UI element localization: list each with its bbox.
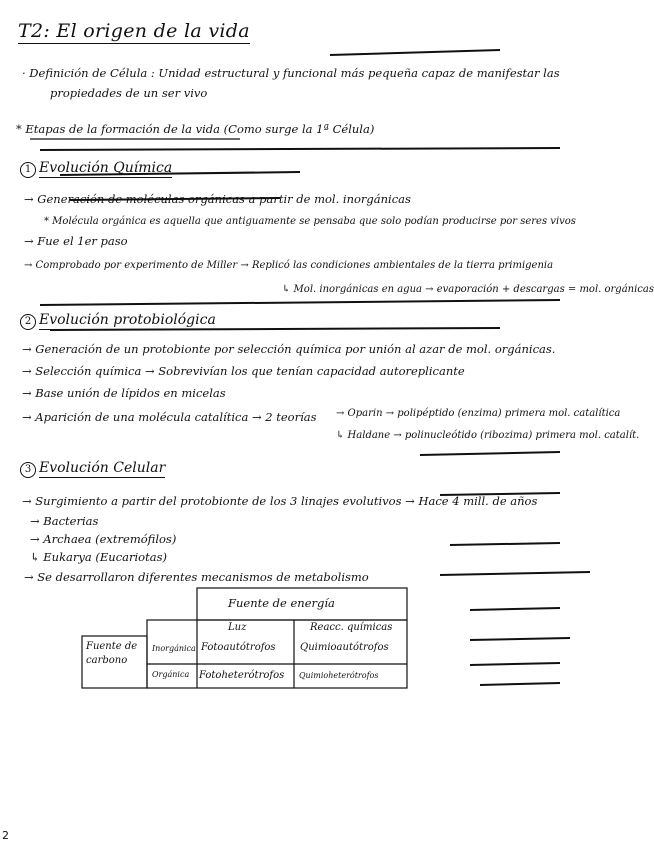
s3-lineage-1: → Bacterias [30, 514, 99, 528]
s2-bullet-3: → Base unión de lípidos en micelas [22, 386, 226, 400]
s2-bullet-2: → Selección química → Sobrevivían los que tenían capacidad autoreplicante [22, 364, 465, 378]
definition-line-2: propiedades de un ser vivo [50, 86, 208, 100]
definition-line-1: · Definición de Célula : Unidad estructural y funcional más pequeña capaz de manifestar las [22, 66, 560, 80]
table-cell-chemoautotrophs: Quimioautótrofos [300, 642, 389, 653]
section-3-title: Evolución Celular [39, 460, 166, 476]
s2-haldane: ↳ Haldane → polinucleótido (ribozima) primera mol. catalít. [336, 430, 640, 441]
s2-bullet-4: → Aparición de una molécula catalítica → 2 teorías [22, 410, 317, 424]
s3-bullet-2: → Se desarrollaron diferentes mecanismos de metabolismo [24, 570, 369, 584]
table-col-chemical: Reacc. químicas [310, 622, 393, 633]
s1-bullet-3: → Comprobado por experimento de Miller → Replicó las condiciones ambientales de la tierra primigenia [24, 260, 554, 271]
section-1-heading [20, 160, 172, 178]
section-3-number: 3 [20, 462, 36, 478]
section-1-title: Evolución Química [39, 160, 173, 176]
s1-bullet-3-sub: ↳ Mol. inorgánicas en agua → evaporación + descargas = mol. orgánicas [282, 284, 654, 295]
stages-heading: * Etapas de la formación de la vida (Como surge la 1ª Célula) [16, 122, 375, 136]
table-cell-photoautotrophs: Fotoautótrofos [201, 642, 276, 653]
s1-bullet-1: → Generación de moléculas orgánicas a partir de mol. inorgánicas [24, 192, 411, 206]
table-cell-chemoheterotrophs: Quimioheterótrofos [299, 671, 379, 680]
section-2-heading [20, 312, 216, 330]
s3-bullet-1: → Surgimiento a partir del protobionte de los 3 linajes evolutivos → Hace 4 mill. de años [22, 494, 538, 508]
s3-lineage-3: ↳ Eukarya (Eucariotas) [30, 550, 167, 564]
section-2-number: 2 [20, 314, 36, 330]
table-row-organic: Orgánica [152, 670, 190, 679]
table-col-light: Luz [228, 622, 247, 633]
table-energy-header: Fuente de energía [228, 596, 335, 610]
section-1-number: 1 [20, 162, 36, 178]
s3-lineage-2: → Archaea (extremófilos) [30, 532, 177, 546]
page-title: T2: El origen de la vida [18, 20, 250, 42]
table-row-header: Fuente de carbono [86, 641, 138, 666]
section-2-title: Evolución protobiológica [39, 312, 216, 328]
section-3-heading [20, 460, 165, 478]
table-cell-photoheterotrophs: Fotoheterótrofos [199, 670, 285, 681]
s2-bullet-1: → Generación de un protobionte por selección química por unión al azar de mol. orgánicas. [22, 342, 556, 356]
s1-bullet-1-note: * Molécula orgánica es aquella que antiguamente se pensaba que solo podían producirse por seres vivos [44, 216, 576, 227]
s2-oparin: → Oparin → polipéptido (enzima) primera mol. catalítica [336, 408, 621, 419]
page-number: 2 [2, 829, 9, 842]
table-row-inorganic: Inorgánica [152, 644, 196, 653]
stages-underline [30, 137, 250, 141]
s1-bullet-2: → Fue el 1er paso [24, 234, 128, 248]
